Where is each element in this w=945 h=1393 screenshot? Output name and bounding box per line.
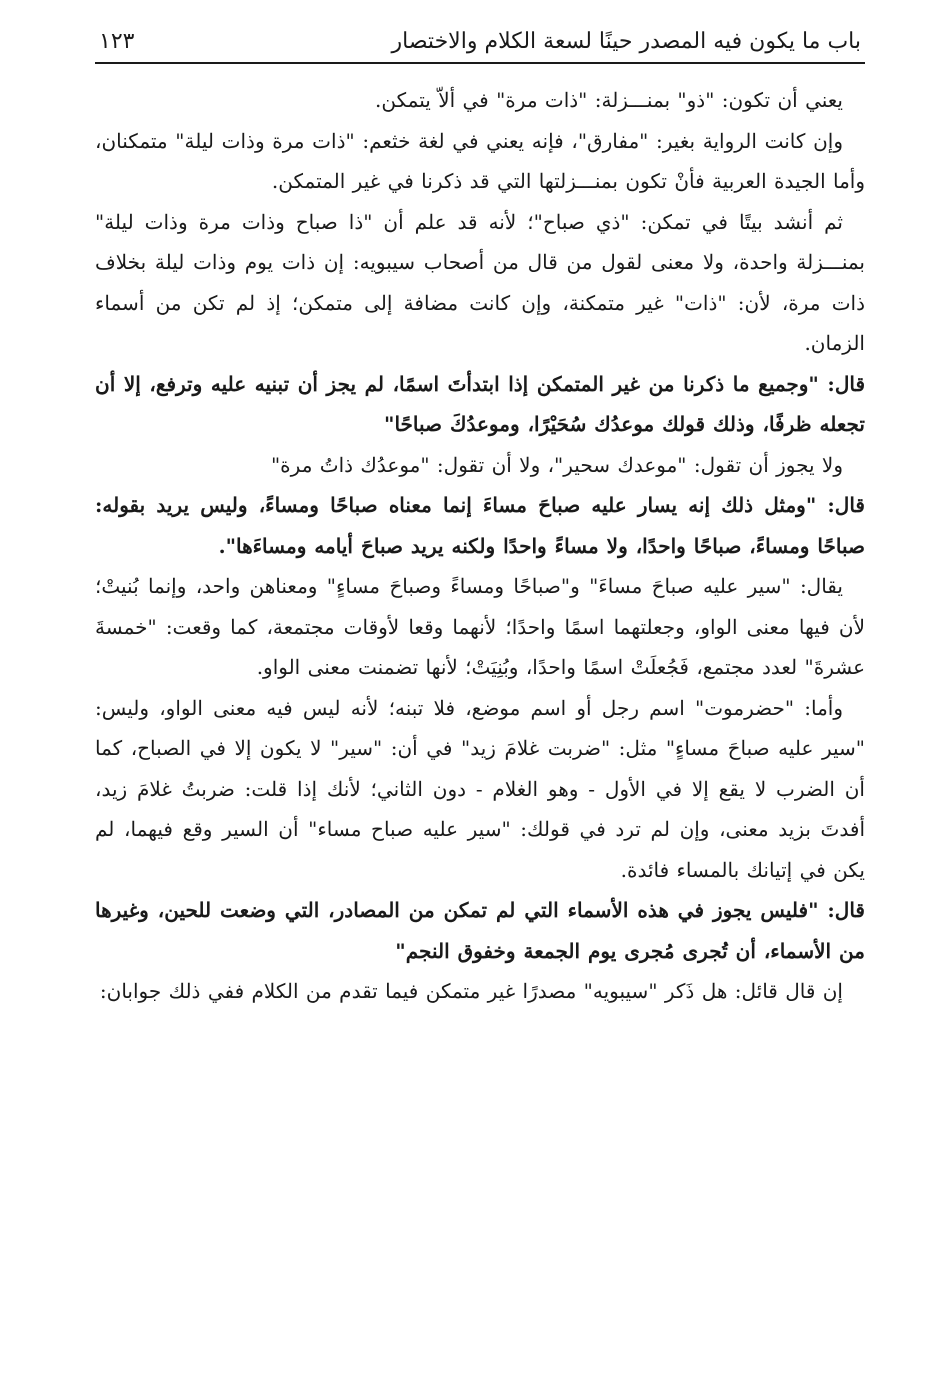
- page-number: ١٢٣: [99, 29, 135, 54]
- paragraph: ولا يجوز أن تقول: "موعدك سحير"، ولا أن تقول: "موعدُك ذاتُ مرة": [270, 452, 843, 477]
- quoted-paragraph: قال: "وجميع ما ذكرنا من غير المتمكن إذا ابتدأتَ اسمًا، لم يجز أن تبنيه عليه وترفع، إلا أن تجعله ظرفًا، وذلك قولك موعدُك سُحَيْرًا، وموعدُكَ صباحًا": [95, 371, 865, 436]
- paragraph: يعني أن تكون: "ذو" بمنـــزلة: "ذات مرة" في ألاّ يتمكن.: [375, 88, 843, 112]
- page-body: [95, 80, 865, 1012]
- quoted-paragraph: قال: "ومثل ذلك إنه يسار عليه صباحَ مساءَ إنما معناه صباحًا ومساءً، وليس يريد بقوله: صباحًا ومساءً، صباحًا واحدًا، ولا مساءً واحدًا ولكنه يريد صباحَ أيامه ومساءَها".: [95, 493, 865, 558]
- paragraph: يقال: "سير عليه صباحَ مساءَ" و"صباحًا ومساءً وصباحَ مساءٍ" ومعناهن واحد، وإنما بُنيتْ؛ لأن فيها معنى الواو، وجعلتهما اسمًا واحدًا؛ لأنهما وقعا لأوقات مجتمعة، كما وقعت: "خمسةَ عشرةَ" لعدد مجتمع، فَجُعلَتْ اسمًا واحدًا، وبُنِيَتْ؛ لأنها تضمنت معنى الواو.: [95, 574, 865, 679]
- book-page: [95, 22, 865, 1012]
- paragraph: إن قال قائل: هل ذَكر "سيبويه" مصدرًا غير متمكن فيما تقدم من الكلام ففي ذلك جوابان:: [99, 979, 843, 1003]
- paragraph: وأما: "حضرموت" اسم رجل أو اسم موضع، فلا تبنه؛ لأنه ليس فيه معنى الواو، وليس: "سير عليه صباحَ مساءٍ" مثل: "ضربت غلامَ زيد" في أن: "سير" لا يكون إلا في الصباح، كما أن الضرب لا يقع إلا في الأول - وهو الغلام - دون الثاني؛ لأنك إذا قلت: ضربتُ غلامَ زيد، أفدتَ بزيد معنى، وإن لم ترد في قولك: "سير عليه صباح مساء" أن السير وقع فيهما، لم يكن في إتيانك بالمساء فائدة.: [95, 695, 865, 882]
- paragraph: وإن كانت الرواية بغير: "مفارق"، فإنه يعني في لغة خثعم: "ذات مرة وذات ليلة" متمكنان، وأما الجيدة العربية فأنْ تكون بمنـــزلتها التي قد ذكرنا في غير المتمكن.: [95, 128, 865, 193]
- running-header: [95, 22, 865, 64]
- chapter-title: باب ما يكون فيه المصدر حينًا لسعة الكلام والاختصار: [391, 29, 861, 54]
- quoted-paragraph: قال: "فليس يجوز في هذه الأسماء التي لم تمكن من المصادر، التي وضعت للحين، وغيرها من الأسماء، أن تُجرى مُجرى يوم الجمعة وخفوق النجم": [95, 898, 865, 963]
- paragraph: ثم أنشد بيتًا في تمكن: "ذي صباح"؛ لأنه قد علم أن "ذا صباح وذات مرة وذات ليلة" بمنـــزلة واحدة، ولا معنى لقول من قال من أصحاب سيبويه: إن ذات يوم وذات ليلة بخلاف ذات مرة، لأن: "ذات" غير متمكنة، وإن كانت مضافة إلى متمكن؛ إذ لم تكن من أسماء الزمان.: [95, 209, 865, 355]
